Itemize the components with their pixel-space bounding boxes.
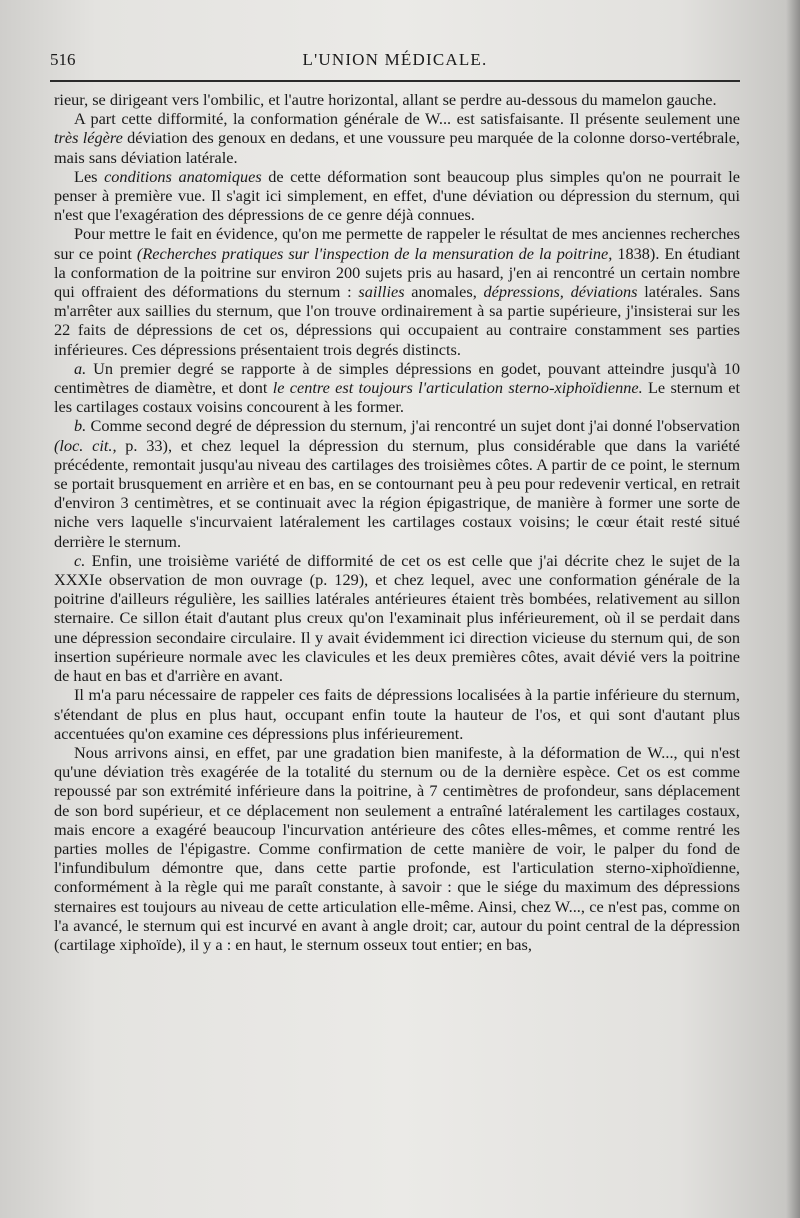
page-header xyxy=(50,44,740,80)
italic-text: le centre est toujours l'articulation sterno-xiphoïdienne. xyxy=(272,378,643,398)
italic-text: très légère xyxy=(54,128,123,148)
text-run: de cette déformation sont beaucoup plus simples qu'on ne pourrait le penser à première vue. Il s'agit ici simplement, en effet, d'une déviation ou dépression du sternum, qui n'est que l'exagération des dépressions de ce genre déjà connues. xyxy=(54,166,740,225)
text-run: 1838). En étudiant la conformation de la poitrine sur environ 200 sujets pris au hasard, j'en ai rencontré un certain nombre qui offraient des déformations du sternum : xyxy=(54,243,741,302)
italic-text: (Recherches pratiques sur l'inspection de la mensuration de la poitrine, xyxy=(136,243,613,263)
paragraph xyxy=(54,416,740,550)
text-run: Il m'a paru nécessaire de rappeler ces faits de dépressions localisées à la partie inférieure du sternum, s'étendant de plus en plus haut, occupant enfin toute la hauteur de l'os, et qui sont d'autant plus accentuées qu'on examine ces dépressions plus inférieurement. xyxy=(54,685,740,743)
body-text xyxy=(54,90,740,954)
text-run: Un premier degré se rapporte à de simples dépressions en godet, pouvant atteindre jusqu'à 10 centimètres de diamètre, et dont xyxy=(54,358,740,398)
paragraph xyxy=(54,109,740,167)
header-rule xyxy=(50,80,740,82)
paragraph xyxy=(54,90,740,109)
italic-text: c. xyxy=(74,550,86,570)
italic-text: b. xyxy=(74,416,87,436)
text-run: Pour mettre le fait en évidence, qu'on me permette de rappeler le résultat de mes anciennes recherches sur ce point xyxy=(54,224,740,263)
text-run: anomales, xyxy=(404,282,484,302)
text-run: rieur, se dirigeant vers l'ombilic, et l'autre horizontal, allant se perdre au-dessous du mamelon gauche. xyxy=(54,90,717,109)
text-run: Le sternum et les cartilages costaux voisins concourent à les former. xyxy=(54,378,740,417)
paragraph xyxy=(54,359,740,417)
paragraph xyxy=(54,551,740,685)
running-title: L'UNION MÉDICALE. xyxy=(302,50,488,69)
text-run: Les xyxy=(74,166,105,186)
paragraph xyxy=(54,685,740,743)
italic-text: conditions anatomiques xyxy=(104,166,262,186)
italic-text: saillies xyxy=(358,282,405,302)
text-run: Enfin, une troisième variété de difformité de cet os est celle que j'ai décrite chez le sujet de la XXXIe observation de mon ouvrage (p. 129), et chez lequel, avec une conformation générale de la poitrine d'ailleurs régulière, les saillies latérales antérieures étaient très bombées, relativement au sillon sternaire. Ce sillon était d'autant plus creux qu'on l'examinait plus inférieurement, où il se perdait dans une dépression secondaire circulaire. Il y avait évidemment ici direction vicieuse du sternum qui, de son insertion supérieure normale avec les clavicules et les deux premières côtes, avait dévié vers la poitrine de haut en bas et d'arrière en avant. xyxy=(54,550,740,686)
text-run: Comme second degré de dépression du sternum, j'ai rencontré un sujet dont j'ai donné l'observation xyxy=(86,416,740,436)
italic-text: (loc. cit., xyxy=(54,435,117,455)
text-run: déviation des genoux en dedans, et une voussure peu marquée de la colonne dorso-vertébrale, mais sans déviation latérale. xyxy=(54,128,740,167)
text-run: p. 33), et chez lequel la dépression du sternum, plus considérable que dans la variété précédente, remontait jusqu'au niveau des cartilages des troisièmes côtes. A partir de ce point, le sternum se portait brusquement en arrière et en bas, en se contournant peu à peu pour redevenir vertical, en retrait d'environ 3 centimètres, et se continuait avec la région épigastrique, de manière à former une sorte de niche vers laquelle s'incurvaient latéralement les cartilages costaux voisins; le cœur était resté situé derrière le sternum. xyxy=(54,435,740,551)
paragraph xyxy=(54,167,740,225)
italic-text: a. xyxy=(74,358,87,378)
page-edge-shadow xyxy=(786,0,800,1218)
text-run: Nous arrivons ainsi, en effet, par une gradation bien manifeste, à la déformation de W..., qui n'est qu'une déviation très exagérée de la totalité du sternum ou de la dernière espèce. Cet os est comme repoussé par son extrémité inférieure dans la poitrine, à 7 centimètres de profondeur, sans déplacement de son bord supérieur, et ce déplacement non seulement a entraîné latéralement les cartilages costaux, mais encore a exagéré beaucoup l'incurvation antérieure des côtes elles-mêmes, et comme rentré les parties molles de l'épigastre. Comme confirmation de cette manière de voir, le palper du fond de l'infundibulum démontre que, dans cette partie profonde, est l'articulation sterno-xiphoïdienne, conformément à la règle qui me paraît constante, à savoir : que le siége du maximum des dépressions sternaires est toujours au niveau de cette articulation elle-même. Ainsi, chez W..., ce n'est pas, comme on l'a avancé, le sternum qui est incurvé en avant à angle droit; car, autour du point central de la dépression (cartilage xiphoïde), il y a : en haut, le sternum osseux tout entier; en bas, xyxy=(54,742,740,954)
text-run: latérales. Sans m'arrêter aux saillies du sternum, que l'on trouve ordinairement à sa partie supérieure, j'insisterai sur les 22 faits de dépressions de cet os, dépressions qui occupaient au contraire constamment ses parties inférieures. Ces dépressions présentaient trois degrés distincts. xyxy=(54,282,740,359)
paragraph xyxy=(54,224,740,358)
text-run: A part cette difformité, la conformation générale de W... est satisfaisante. Il présente seulement une xyxy=(74,109,740,129)
paragraph xyxy=(54,743,740,954)
page-number: 516 xyxy=(50,50,76,69)
italic-text: dépressions, déviations xyxy=(483,282,638,302)
